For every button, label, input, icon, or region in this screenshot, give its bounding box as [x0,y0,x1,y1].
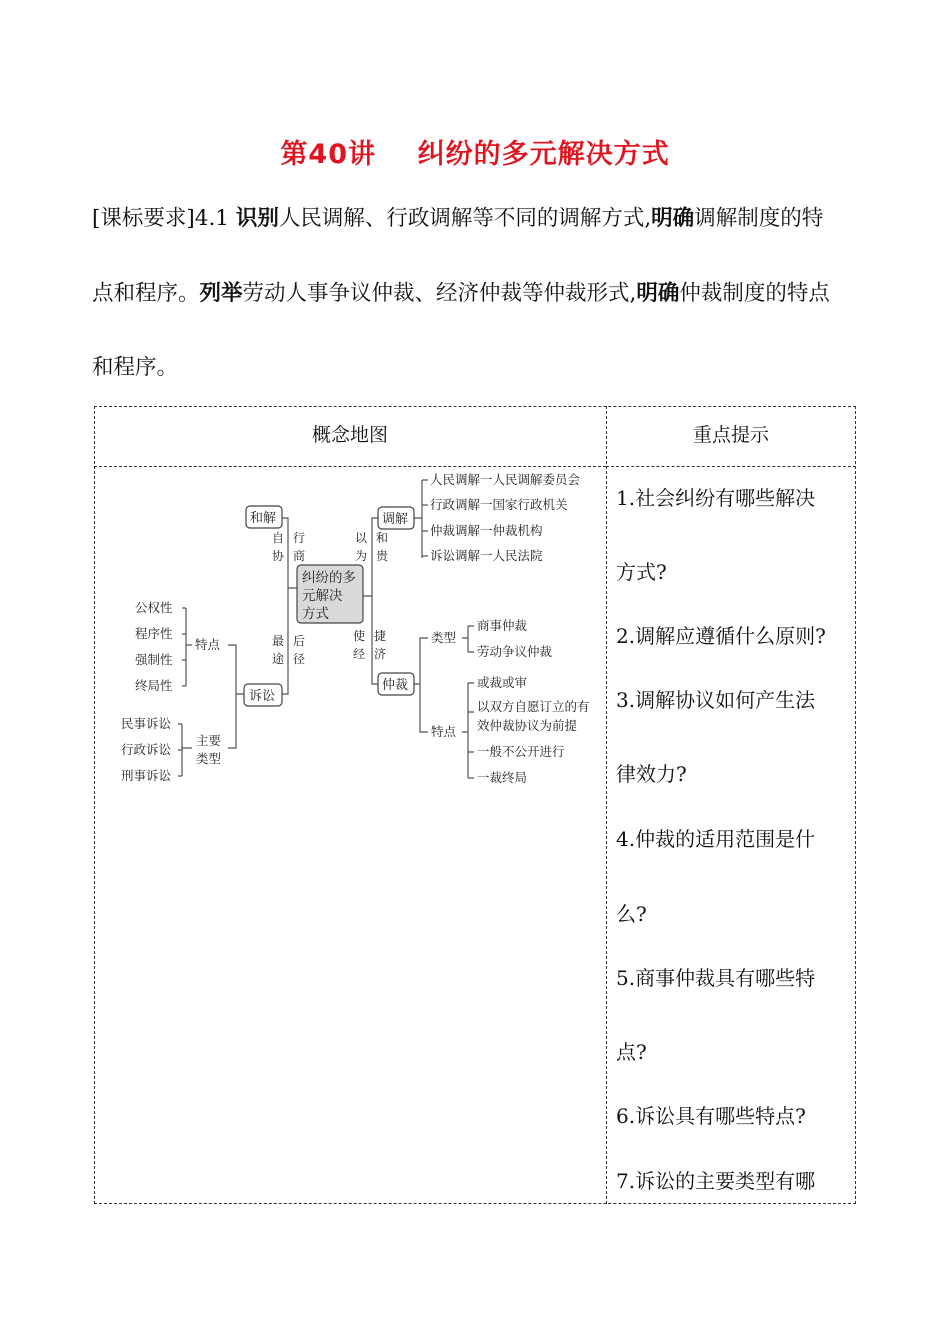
note-char: 行 [293,531,306,545]
lesson-name: 纠纷的多元解决方式 [417,139,670,170]
tip-line: 7.诉讼的主要类型有哪 [616,1169,816,1193]
req-text: 调解制度的特 [694,206,824,231]
tiaojie-item: 人民调解一人民调解委员会 [430,472,581,487]
tip-line: 点? [616,1040,647,1064]
susong-type-item: 民事诉讼 [121,716,172,731]
header-concept-map: 概念地图 [311,424,388,446]
susong-type-label: 类型 [196,751,222,766]
req-text: 仲裁制度的特点 [679,281,830,306]
tip-line: 么? [616,902,647,926]
hejie-label: 和解 [250,511,277,526]
tiaojie-label: 调解 [382,512,409,527]
note-char: 和 [376,531,389,545]
note-char: 最 [272,634,285,648]
susong-feature-label: 特点 [195,637,221,652]
center-text: 元解决 [302,588,343,604]
zhongcai-feature-item: 或裁或审 [477,675,528,690]
tip-line: 律效力? [616,762,687,786]
requirements-line-3: 和程序。 [92,355,179,380]
req-text: 点和程序。 [92,281,200,306]
tip-line: 4.仲裁的适用范围是什 [616,827,816,851]
req-keyword: 列举 [199,281,243,306]
note-char: 济 [374,647,387,661]
susong-feature-item: 程序性 [135,626,173,641]
req-text: 劳动人事争议仲裁、经济仲裁等仲裁形式, [242,281,637,306]
req-text: 人民调解、行政调解等不同的调解方式, [278,206,652,231]
zhongcai-feature-item: 一般不公开进行 [477,744,565,759]
zhongcai-type-item: 劳动争议仲裁 [477,644,553,659]
tip-line: 6.诉讼具有哪些特点? [616,1104,806,1128]
req-keyword: 明确 [651,206,695,231]
tip-line: 1.社会纠纷有哪些解决 [616,486,816,510]
susong-type-label: 主要 [196,733,222,748]
zhongcai-label: 仲裁 [382,678,409,693]
req-keyword: 识别 [235,206,279,231]
note-char: 经 [353,647,366,661]
susong-type-item: 行政诉讼 [121,742,172,757]
zhongcai-feature-item: 一裁终局 [477,770,528,785]
tiaojie-item: 仲裁调解一仲裁机构 [430,523,543,538]
zhongcai-feature-label: 特点 [431,724,457,739]
note-char: 以 [355,531,368,545]
note-char: 为 [355,549,368,563]
susong-feature-item: 终局性 [135,678,173,693]
note-char: 后 [293,634,306,648]
note-char: 使 [353,629,366,643]
note-char: 协 [272,549,285,563]
tip-line: 5.商事仲裁具有哪些特 [616,966,816,990]
req-keyword: 明确 [636,281,680,306]
note-char: 商 [293,549,306,563]
note-char: 自 [272,531,285,545]
tip-line: 3.调解协议如何产生法 [616,688,816,712]
tip-line: 2.调解应遵循什么原则? [616,624,826,648]
note-char: 贵 [376,549,389,563]
note-char: 途 [272,652,285,666]
header-key-tips: 重点提示 [692,424,769,446]
zhongcai-type-label: 类型 [431,630,457,645]
zhongcai-feature-item: 效仲裁协议为前提 [477,718,578,733]
lesson-number: 第40讲 [280,139,376,170]
note-char: 径 [293,652,306,666]
note-char: 捷 [374,629,387,643]
tiaojie-item: 诉讼调解一人民法院 [430,548,543,563]
req-label: [课标要求]4.1 [92,206,236,231]
susong-type-item: 刑事诉讼 [121,768,172,783]
tiaojie-item: 行政调解一国家行政机关 [430,497,568,512]
susong-feature-item: 公权性 [135,600,173,615]
susong-feature-item: 强制性 [135,652,173,667]
center-text: 纠纷的多 [302,570,356,586]
susong-label: 诉讼 [249,689,276,704]
center-text: 方式 [302,606,329,622]
tip-line: 方式? [616,560,667,584]
zhongcai-type-item: 商事仲裁 [477,618,528,633]
zhongcai-feature-item: 以双方自愿订立的有 [477,699,590,714]
